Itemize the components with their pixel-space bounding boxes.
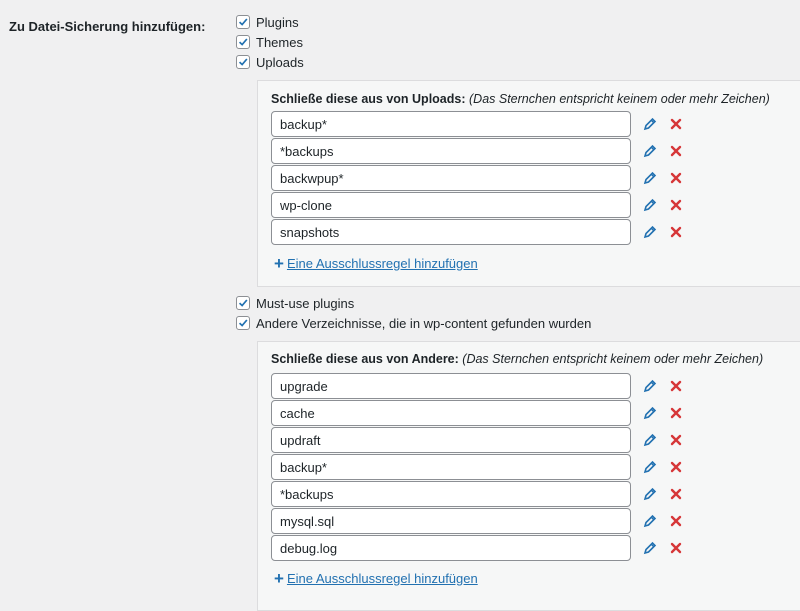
close-icon[interactable] — [669, 198, 683, 212]
option-label: Uploads — [256, 54, 304, 70]
pencil-icon[interactable] — [643, 144, 657, 158]
option-uploads[interactable] — [236, 53, 304, 71]
close-icon[interactable] — [669, 225, 683, 239]
pencil-icon[interactable] — [643, 406, 657, 420]
add-exclusion-rule-label[interactable]: Eine Ausschlussregel hinzufügen — [286, 256, 478, 271]
checkmark-icon — [237, 296, 249, 310]
rule-input[interactable]: backup* — [271, 454, 631, 480]
exclusion-rule — [271, 219, 683, 245]
checkbox-must-use-plugins[interactable] — [236, 296, 250, 310]
exclusion-rule — [271, 481, 683, 507]
rule-input[interactable]: upgrade — [271, 373, 631, 399]
option-label: Themes — [256, 34, 303, 50]
section-label: Zu Datei-Sicherung hinzufügen: — [9, 19, 206, 34]
exclusion-rule — [271, 400, 683, 426]
rule-input[interactable]: backwpup* — [271, 165, 631, 191]
exclusion-rule — [271, 138, 683, 164]
uploads-exclusions-heading — [271, 92, 770, 106]
close-icon[interactable] — [669, 379, 683, 393]
checkbox-plugins[interactable] — [236, 15, 250, 29]
pencil-icon[interactable] — [643, 225, 657, 239]
rule-input[interactable]: cache — [271, 400, 631, 426]
pencil-icon[interactable] — [643, 117, 657, 131]
exclusion-rule — [271, 192, 683, 218]
pencil-icon[interactable] — [643, 379, 657, 393]
add-exclusion-rule-link[interactable] — [274, 570, 478, 587]
add-exclusion-rule-link[interactable] — [274, 255, 478, 272]
checkmark-icon — [237, 35, 249, 49]
checkmark-icon — [237, 55, 249, 69]
rule-input[interactable]: snapshots — [271, 219, 631, 245]
others-exclusions-panel — [257, 341, 800, 611]
close-icon[interactable] — [669, 117, 683, 131]
exclusion-rule — [271, 111, 683, 137]
checkbox-themes[interactable] — [236, 35, 250, 49]
exclusion-rule — [271, 535, 683, 561]
checkmark-icon — [237, 316, 249, 330]
plus-icon: + — [274, 254, 284, 273]
checkbox-uploads[interactable] — [236, 55, 250, 69]
plus-icon: + — [274, 569, 284, 588]
heading-text: Schließe diese aus von Andere: — [271, 352, 459, 366]
checkbox-other-directories[interactable] — [236, 316, 250, 330]
heading-text: Schließe diese aus von Uploads: — [271, 92, 466, 106]
checkmark-icon — [237, 15, 249, 29]
option-label: Plugins — [256, 14, 299, 30]
option-other-directories[interactable] — [236, 314, 591, 332]
option-label: Andere Verzeichnisse, die in wp-content gefunden wurden — [256, 315, 592, 331]
close-icon[interactable] — [669, 460, 683, 474]
pencil-icon[interactable] — [643, 514, 657, 528]
rule-input[interactable]: debug.log — [271, 535, 631, 561]
pencil-icon[interactable] — [643, 433, 657, 447]
hint-text: (Das Sternchen entspricht keinem oder mehr Zeichen) — [462, 352, 764, 366]
exclusion-rule — [271, 454, 683, 480]
close-icon[interactable] — [669, 514, 683, 528]
close-icon[interactable] — [669, 144, 683, 158]
pencil-icon[interactable] — [643, 460, 657, 474]
rule-input[interactable]: mysql.sql — [271, 508, 631, 534]
others-exclusions-heading — [271, 352, 763, 366]
exclusion-rule — [271, 427, 683, 453]
pencil-icon[interactable] — [643, 541, 657, 555]
pencil-icon[interactable] — [643, 487, 657, 501]
close-icon[interactable] — [669, 171, 683, 185]
exclusion-rule — [271, 508, 683, 534]
option-themes[interactable] — [236, 33, 303, 51]
add-exclusion-rule-label[interactable]: Eine Ausschlussregel hinzufügen — [286, 571, 478, 586]
exclusion-rule — [271, 373, 683, 399]
rule-input[interactable]: backup* — [271, 111, 631, 137]
pencil-icon[interactable] — [643, 171, 657, 185]
close-icon[interactable] — [669, 541, 683, 555]
hint-text: (Das Sternchen entspricht keinem oder mehr Zeichen) — [469, 92, 770, 106]
option-label: Must-use plugins — [256, 295, 355, 311]
rule-input[interactable]: *backups — [271, 138, 631, 164]
uploads-exclusions-panel — [257, 80, 800, 287]
exclusion-rule — [271, 165, 683, 191]
option-must-use-plugins[interactable] — [236, 294, 354, 312]
rule-input[interactable]: updraft — [271, 427, 631, 453]
close-icon[interactable] — [669, 487, 683, 501]
close-icon[interactable] — [669, 406, 683, 420]
rule-input[interactable]: wp-clone — [271, 192, 631, 218]
option-plugins[interactable] — [236, 13, 299, 31]
rule-input[interactable]: *backups — [271, 481, 631, 507]
close-icon[interactable] — [669, 433, 683, 447]
pencil-icon[interactable] — [643, 198, 657, 212]
